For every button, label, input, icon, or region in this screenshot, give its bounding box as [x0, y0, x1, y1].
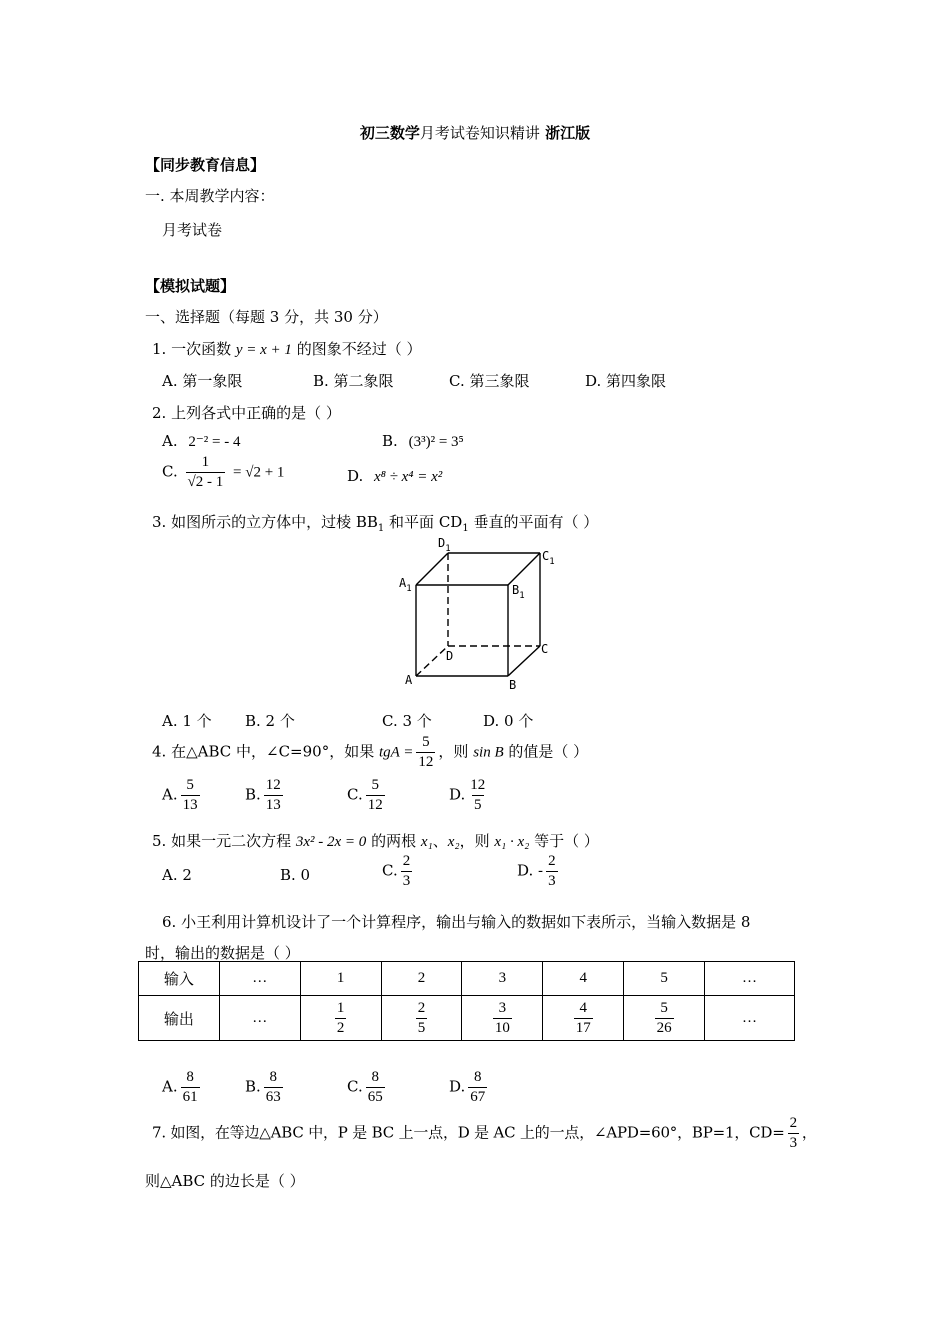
q4-text-c: 的值是（ ） — [503, 742, 589, 761]
q5-c-fraction — [401, 852, 413, 891]
page-title — [0, 122, 950, 143]
q7-f-den: 3 — [789, 1134, 797, 1151]
q6-b-num: 8 — [269, 1069, 278, 1085]
q2-option-a[interactable] — [162, 432, 241, 451]
q4-f-den: 12 — [418, 753, 434, 770]
output-cell-5 — [624, 996, 705, 1041]
output-dots-right: … — [705, 996, 795, 1041]
q5-text-c: ，则 — [459, 832, 495, 850]
q5-prod: x₁ · x₂ — [494, 834, 530, 850]
q1-stem — [152, 338, 421, 359]
label-b: B — [509, 678, 517, 692]
q6-line1: 6. 小王利用计算机设计了一个计算程序，输出与输入的数据如下表所示，当输入数据是 8 — [162, 913, 751, 931]
q3-option-b[interactable]: B. 2 个 — [245, 712, 295, 730]
output-fraction-1 — [335, 999, 347, 1038]
output-num-2: 2 — [417, 999, 426, 1016]
output-cell-3 — [462, 996, 543, 1041]
q2-stem: 2. 上列各式中正确的是（ ） — [152, 404, 341, 422]
q5-c-label: C. — [382, 861, 398, 880]
q7-f-num: 2 — [789, 1115, 797, 1131]
q4-c-fraction — [366, 776, 385, 815]
output-fraction-5 — [655, 999, 674, 1038]
q4-a-den: 13 — [182, 796, 198, 813]
input-cell-3: 3 — [462, 962, 543, 996]
q6-b-fraction — [264, 1068, 283, 1107]
title-bold-b: 浙江版 — [539, 124, 591, 142]
q2-option-b[interactable] — [382, 432, 464, 451]
q4-d-label: D. — [449, 785, 466, 804]
q5-option-b[interactable]: B. 0 — [280, 866, 311, 884]
output-cell-2 — [381, 996, 462, 1041]
q4-c-label: C. — [347, 785, 363, 804]
q2-d-expr: x⁸ ÷ x⁴ = x² — [374, 469, 443, 485]
q6-d-num: 8 — [474, 1069, 482, 1085]
q1-suffix: 的图象不经过（ ） — [291, 340, 422, 358]
q5-c-num: 2 — [402, 853, 411, 869]
q3-sub2: 1 — [462, 523, 469, 534]
q4-b-fraction — [264, 776, 283, 815]
q5-d-fraction — [546, 852, 558, 891]
output-num-5: 5 — [660, 999, 668, 1016]
q6-b-label: B. — [245, 1077, 261, 1096]
q5-option-d[interactable] — [517, 852, 561, 891]
q5-d-num: 2 — [548, 853, 556, 869]
q4-b-den: 13 — [265, 796, 281, 813]
output-den-4: 17 — [575, 1019, 591, 1036]
table-row-output — [139, 996, 795, 1041]
q6-line2: 时，输出的数据是（ ） — [145, 944, 300, 962]
output-label-cell: 输出 — [139, 996, 220, 1041]
q5-c-den: 3 — [402, 872, 411, 889]
q2-c-fraction — [186, 453, 226, 492]
output-den-5: 26 — [656, 1019, 672, 1036]
q7-tail: ， — [801, 1123, 817, 1142]
q1-prefix: 1. 一次函数 — [152, 340, 236, 358]
q4-stem — [152, 733, 588, 772]
output-dots-left: … — [219, 996, 300, 1041]
q4-fraction — [416, 733, 435, 772]
week-content-label: 一. 本周教学内容： — [145, 187, 275, 205]
q6-d-label: D. — [449, 1077, 466, 1096]
q5-option-c[interactable] — [382, 852, 415, 891]
q1-formula: y = x + 1 — [235, 342, 292, 358]
q4-b-num: 12 — [265, 777, 281, 793]
q5-text-d: 等于（ ） — [529, 832, 599, 850]
q6-c-num: 8 — [371, 1069, 379, 1085]
output-num-1: 1 — [336, 999, 345, 1016]
q7-line2: 则△ABC 的边长是（ ） — [145, 1172, 305, 1190]
label-c1: $C_1$ — [542, 549, 555, 567]
sync-header: 【同步教育信息】 — [145, 156, 266, 174]
q5-text-a: 5. 如果一元二次方程 — [152, 832, 296, 850]
q4-f-num: 5 — [422, 734, 430, 750]
input-dots-left: … — [219, 962, 300, 996]
q6-a-num: 8 — [186, 1069, 194, 1085]
q6-a-den: 61 — [182, 1088, 198, 1105]
q5-eq: 3x² - 2x = 0 — [295, 834, 367, 850]
io-table — [138, 961, 795, 1041]
output-fraction-4 — [574, 999, 593, 1038]
mock-header: 【模拟试题】 — [145, 277, 236, 295]
q5-x1: x₁ — [420, 834, 433, 850]
q4-tg: tgA = — [378, 744, 414, 761]
q6-option-a[interactable] — [162, 1068, 203, 1107]
q6-c-label: C. — [347, 1077, 363, 1096]
q4-b-label: B. — [245, 785, 261, 804]
q5-d-den: 3 — [548, 872, 556, 889]
input-cell-1: 1 — [300, 962, 381, 996]
q4-option-a[interactable] — [162, 776, 203, 815]
q3-sub1: 1 — [377, 523, 385, 534]
q6-option-d[interactable] — [449, 1068, 490, 1107]
q5-x2: x₂ — [447, 834, 460, 850]
title-mid: 月考试卷知识精讲 — [419, 124, 540, 142]
q7-fraction — [788, 1114, 799, 1153]
q4-d-den: 5 — [474, 796, 482, 813]
q1-option-b[interactable]: B. 第二象限 — [313, 372, 394, 390]
input-label-cell: 输入 — [139, 962, 220, 996]
q4-option-b[interactable] — [245, 776, 286, 815]
q7-stem — [152, 1114, 817, 1153]
edge-a1-d1 — [416, 553, 448, 585]
output-den-2: 5 — [417, 1019, 426, 1036]
q3-option-a[interactable]: A. 1 个 — [162, 712, 212, 730]
q4-c-den: 12 — [367, 796, 383, 813]
q2-d-label: D. — [347, 467, 364, 485]
q6-option-b[interactable] — [245, 1068, 286, 1107]
output-cell-1 — [300, 996, 381, 1041]
q5-sep: 、 — [432, 832, 448, 850]
q3-text-c: 垂直的平面有（ ） — [468, 513, 599, 531]
q4-a-label: A. — [162, 785, 178, 804]
q2-b-label: B. — [382, 432, 398, 450]
table-row-input — [139, 962, 795, 996]
label-d1: $D_1$ — [438, 536, 451, 554]
q2-option-d[interactable] — [347, 467, 442, 486]
q6-a-label: A. — [162, 1077, 178, 1096]
hidden-edge-a-d — [416, 646, 448, 676]
q6-d-den: 67 — [470, 1088, 486, 1105]
q7-text: 7. 如图，在等边△ABC 中，P 是 BC 上一点，D 是 AC 上的一点，∠APD=60°，BP=1，CD= — [152, 1123, 785, 1142]
output-den-3: 10 — [494, 1019, 510, 1036]
input-cell-4: 4 — [543, 962, 624, 996]
q6-a-fraction — [181, 1068, 200, 1107]
q6-c-fraction — [366, 1068, 385, 1107]
q1-option-c[interactable]: C. 第三象限 — [449, 372, 530, 390]
input-cell-5: 5 — [624, 962, 705, 996]
q2-option-c[interactable] — [162, 453, 284, 492]
input-cell-2: 2 — [381, 962, 462, 996]
label-b1: $B_1$ — [512, 583, 525, 601]
q5-stem — [152, 830, 599, 851]
output-num-3: 3 — [498, 999, 507, 1016]
label-a1: $A_1$ — [399, 576, 412, 594]
q4-d-num: 12 — [470, 777, 486, 793]
q6-d-fraction — [468, 1068, 487, 1107]
q3-option-c[interactable]: C. 3 个 — [382, 712, 432, 730]
q2-b-expr: (3³)² = 3⁵ — [408, 434, 464, 450]
q4-c-num: 5 — [371, 777, 379, 793]
input-dots-right: … — [705, 962, 795, 996]
q2-c-label: C. — [162, 462, 178, 481]
q2-c-num: 1 — [201, 454, 210, 470]
q6-c-den: 65 — [367, 1088, 383, 1105]
section1-heading: 一、选择题（每题 3 分，共 30 分） — [145, 308, 388, 326]
q6-option-c[interactable] — [347, 1068, 388, 1107]
q2-a-expr: 2⁻² = - 4 — [188, 434, 241, 450]
q2-a-label: A. — [162, 432, 178, 450]
q5-d-sign: - — [538, 861, 544, 880]
edge-b1-c1 — [508, 553, 540, 585]
cube-figure — [390, 530, 570, 700]
output-cell-4 — [543, 996, 624, 1041]
edge-c-b — [508, 646, 540, 676]
label-a: A — [405, 673, 413, 687]
title-bold-a: 初三数学 — [359, 124, 420, 142]
q4-text-b: ，则 — [438, 742, 474, 761]
output-num-4: 4 — [579, 999, 587, 1016]
q4-sinb: sin B — [473, 744, 504, 761]
q4-option-d[interactable] — [449, 776, 490, 815]
q5-d-label: D. — [517, 861, 534, 880]
q4-d-fraction — [468, 776, 487, 815]
q3-text-a: 3. 如图所示的立方体中，过棱 BB — [152, 513, 378, 531]
output-fraction-3 — [493, 999, 512, 1038]
week-content-value: 月考试卷 — [162, 221, 223, 239]
q4-a-fraction — [181, 776, 200, 815]
q4-a-num: 5 — [186, 777, 194, 793]
q3-option-d[interactable]: D. 0 个 — [483, 712, 534, 730]
q5-text-b: 的两根 — [366, 832, 421, 850]
q4-text-a: 4. 在△ABC 中，∠C=90°，如果 — [152, 742, 379, 761]
q5-option-a[interactable]: A. 2 — [162, 866, 192, 884]
q4-option-c[interactable] — [347, 776, 388, 815]
label-d: D — [446, 649, 454, 663]
q3-text-b: 和平面 CD — [384, 513, 463, 531]
q2-c-den: √2 - 1 — [187, 473, 224, 490]
q6-b-den: 63 — [265, 1088, 281, 1105]
label-c: C — [541, 642, 549, 656]
q2-c-rest: = √2 + 1 — [233, 464, 285, 481]
q1-option-a[interactable]: A. 第一象限 — [162, 372, 243, 390]
output-den-1: 2 — [336, 1019, 345, 1036]
output-fraction-2 — [416, 999, 428, 1038]
q1-option-d[interactable]: D. 第四象限 — [585, 372, 667, 390]
